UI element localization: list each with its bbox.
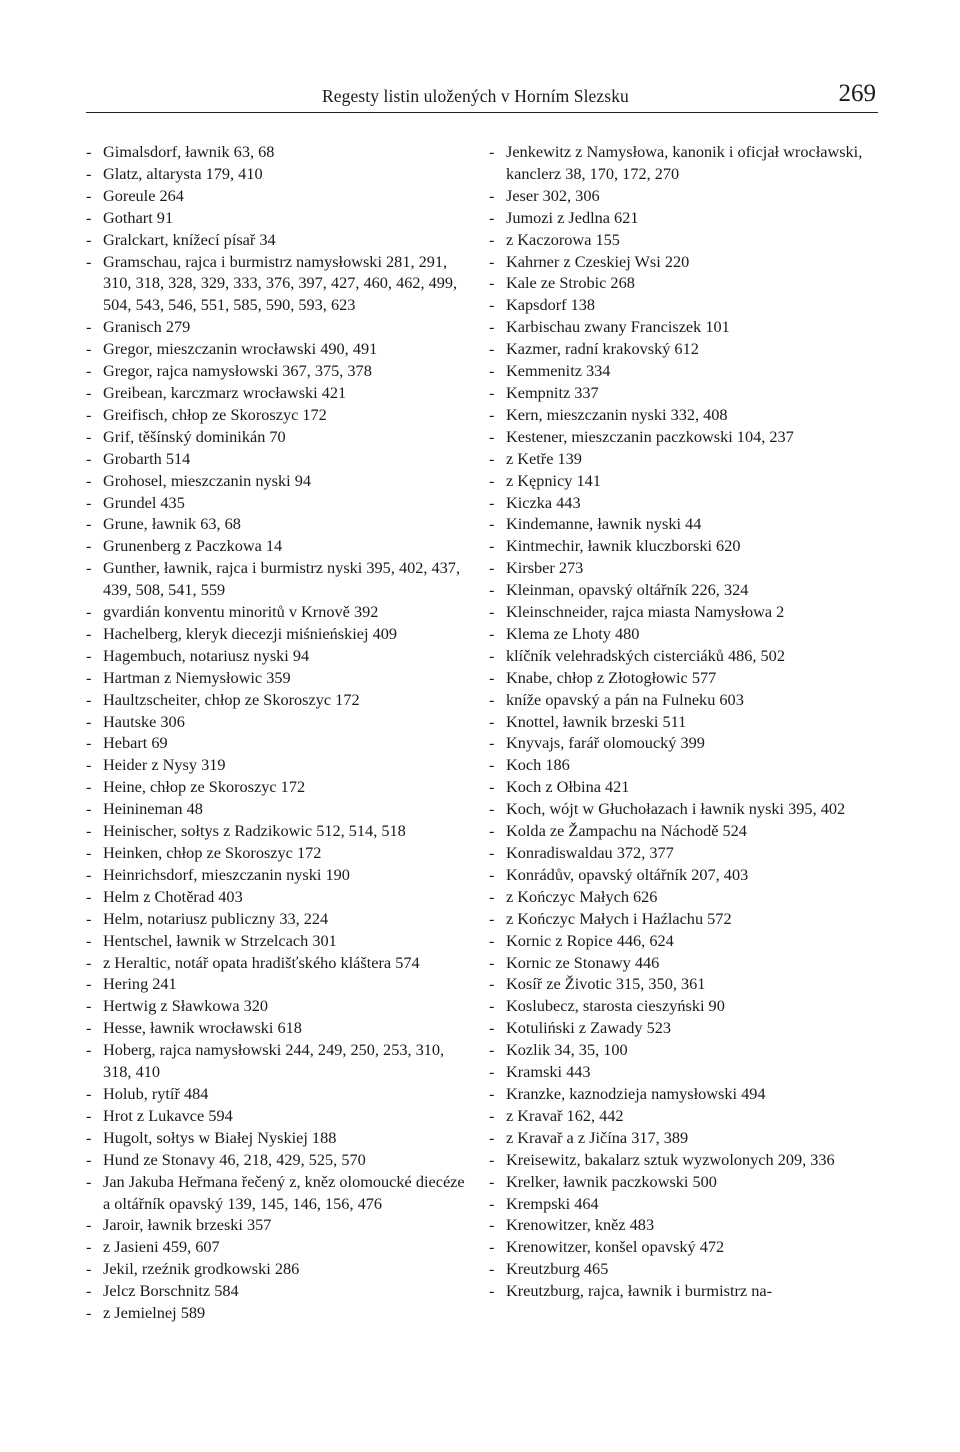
index-entry: - Kornic z Ropice 446, 624 <box>489 930 868 952</box>
index-entry: - Grunenberg z Paczkowa 14 <box>86 535 467 557</box>
index-entry: - Knabe, chłop z Złotogłowic 577 <box>489 667 868 689</box>
index-entry: - Kintmechir, ławnik kluczborski 620 <box>489 535 868 557</box>
index-entry: - Gothart 91 <box>86 207 467 229</box>
index-entry: - Kapsdorf 138 <box>489 294 868 316</box>
index-entry: - gvardián konventu minoritů v Krnově 392 <box>86 601 467 623</box>
index-entry: - Hachelberg, kleryk diecezji miśnieńskiej 409 <box>86 623 467 645</box>
index-entry: - Kirsber 273 <box>489 557 868 579</box>
index-entry: - Holub, rytíř 484 <box>86 1083 467 1105</box>
running-header <box>86 80 878 113</box>
index-entry: - Krempski 464 <box>489 1193 868 1215</box>
index-entry: - Knyvajs, farář olomoucký 399 <box>489 732 868 754</box>
index-entry: - Jan Jakuba Heřmana řečený z, kněz olomoucké diecéze a oltářník opavský 139, 145, 146, 156, 476 <box>86 1171 467 1215</box>
index-entry: - Kindemanne, ławnik nyski 44 <box>489 513 868 535</box>
index-entry: - Kreutzburg 465 <box>489 1258 868 1280</box>
index-entry: - Greibean, karczmarz wrocławski 421 <box>86 382 467 404</box>
index-entry: - Hoberg, rajca namysłowski 244, 249, 250, 253, 310, 318, 410 <box>86 1039 467 1083</box>
index-entry: - Jeser 302, 306 <box>489 185 868 207</box>
index-entry: - Hesse, ławnik wrocławski 618 <box>86 1017 467 1039</box>
index-entry: - Jelcz Borschnitz 584 <box>86 1280 467 1302</box>
index-entry: - Hrot z Lukavce 594 <box>86 1105 467 1127</box>
index-entry: - Kramski 443 <box>489 1061 868 1083</box>
index-entry: - Heider z Nysy 319 <box>86 754 467 776</box>
index-entry: - Grif, těšínský dominikán 70 <box>86 426 467 448</box>
page-number: 269 <box>838 80 876 107</box>
index-entry: - Granisch 279 <box>86 316 467 338</box>
index-entry: - Kreutzburg, rajca, ławnik i burmistrz na- <box>489 1280 868 1302</box>
index-entry: - z Heraltic, notář opata hradišťského kláštera 574 <box>86 952 467 974</box>
index-entry: - Hertwig z Sławkowa 320 <box>86 995 467 1017</box>
index-entry: - Hautske 306 <box>86 711 467 733</box>
index-entry: - Hentschel, ławnik w Strzelcach 301 <box>86 930 467 952</box>
index-entry: - Klema ze Lhoty 480 <box>489 623 868 645</box>
index-entry: - Knottel, ławnik brzeski 511 <box>489 711 868 733</box>
index-column-left <box>86 141 466 1324</box>
index-entry: - z Kępnicy 141 <box>489 470 868 492</box>
index-entry: - Kazmer, radní krakovský 612 <box>489 338 868 360</box>
index-entry: - Kiczka 443 <box>489 492 868 514</box>
index-entry: - z Kończyc Małych i Haźlachu 572 <box>489 908 868 930</box>
index-entry: - Kotuliński z Zawady 523 <box>489 1017 868 1039</box>
index-entry: - Koch, wójt w Głuchołazach i ławnik nyski 395, 402 <box>489 798 868 820</box>
index-entry: - Koslubecz, starosta cieszyński 90 <box>489 995 868 1017</box>
index-entry: - Jekil, rzeźnik grodkowski 286 <box>86 1258 467 1280</box>
index-entry: - Grundel 435 <box>86 492 467 514</box>
index-entry: - Kolda ze Žampachu na Náchodě 524 <box>489 820 868 842</box>
index-entry: - Kosíř ze Životic 315, 350, 361 <box>489 973 868 995</box>
index-entry: - Kern, mieszczanin nyski 332, 408 <box>489 404 868 426</box>
index-entry: - Gregor, rajca namysłowski 367, 375, 378 <box>86 360 467 382</box>
index-entry: - z Kaczorowa 155 <box>489 229 868 251</box>
index-entry: - z Jemielnej 589 <box>86 1302 467 1324</box>
index-entry: - z Jasieni 459, 607 <box>86 1236 467 1258</box>
index-entry: - Kranzke, kaznodzieja namysłowski 494 <box>489 1083 868 1105</box>
index-entry: - Koch z Ołbina 421 <box>489 776 868 798</box>
index-entry: - z Kończyc Małych 626 <box>489 886 868 908</box>
index-entry: - Kahrner z Czeskiej Wsi 220 <box>489 251 868 273</box>
index-entry: - Haultzscheiter, chłop ze Skoroszyc 172 <box>86 689 467 711</box>
index-entry: - Grune, ławnik 63, 68 <box>86 513 467 535</box>
index-entry: - Heinineman 48 <box>86 798 467 820</box>
index-entry: - Grobarth 514 <box>86 448 467 470</box>
running-title: Regesty listin uložených v Horním Slezsku <box>322 86 629 106</box>
index-entry: - Heine, chłop ze Skoroszyc 172 <box>86 776 467 798</box>
index-entry: - Krenowitzer, konšel opavský 472 <box>489 1236 868 1258</box>
index-entry: - Jenkewitz z Namysłowa, kanonik i oficjał wrocławski, kanclerz 38, 170, 172, 270 <box>489 141 868 185</box>
index-entry: - Hagembuch, notariusz nyski 94 <box>86 645 467 667</box>
index-entry: - Gimalsdorf, ławnik 63, 68 <box>86 141 467 163</box>
index-entry: - Gramschau, rajca i burmistrz namysłowski 281, 291, 310, 318, 328, 329, 333, 376, 397, 427, 460, 462, 499, 504, 543, 546, 551, 585, 590, 593, 623 <box>86 251 467 317</box>
index-entry: - Kreisewitz, bakalarz sztuk wyzwolonych 209, 336 <box>489 1149 868 1171</box>
index-entry: - Konradiswaldau 372, 377 <box>489 842 868 864</box>
index-column-right <box>489 141 869 1302</box>
index-entry: - Krenowitzer, kněz 483 <box>489 1214 868 1236</box>
index-entry: - Helm, notariusz publiczny 33, 224 <box>86 908 467 930</box>
index-entry: - z Kravař 162, 442 <box>489 1105 868 1127</box>
index-entry: - Hund ze Stonavy 46, 218, 429, 525, 570 <box>86 1149 467 1171</box>
index-entry: - Kempnitz 337 <box>489 382 868 404</box>
index-entry: - Helm z Chotěrad 403 <box>86 886 467 908</box>
index-entry: - Gregor, mieszczanin wrocławski 490, 491 <box>86 338 467 360</box>
index-entry: - Jumozi z Jedlna 621 <box>489 207 868 229</box>
index-entry: - Kale ze Strobic 268 <box>489 272 868 294</box>
index-entry: - Greifisch, chłop ze Skoroszyc 172 <box>86 404 467 426</box>
index-entry: - Gralckart, knížecí písař 34 <box>86 229 467 251</box>
index-entry: - Kornic ze Stonawy 446 <box>489 952 868 974</box>
index-entry: - Heinrichsdorf, mieszczanin nyski 190 <box>86 864 467 886</box>
index-entry: - Heinken, chłop ze Skoroszyc 172 <box>86 842 467 864</box>
index-entry: - Kozlik 34, 35, 100 <box>489 1039 868 1061</box>
index-entry: - Goreule 264 <box>86 185 467 207</box>
index-entry: - Glatz, altarysta 179, 410 <box>86 163 467 185</box>
index-entry: - Kemmenitz 334 <box>489 360 868 382</box>
index-entry: - Kleinschneider, rajca miasta Namysłowa 2 <box>489 601 868 623</box>
index-entry: - Grohosel, mieszczanin nyski 94 <box>86 470 467 492</box>
index-entry: - kníže opavský a pán na Fulneku 603 <box>489 689 868 711</box>
index-entry: - Heinischer, sołtys z Radzikowic 512, 514, 518 <box>86 820 467 842</box>
index-entry: - Karbischau zwany Franciszek 101 <box>489 316 868 338</box>
index-entry: - Hebart 69 <box>86 732 467 754</box>
index-entry: - Jaroir, ławnik brzeski 357 <box>86 1214 467 1236</box>
index-entry: - Krelker, ławnik paczkowski 500 <box>489 1171 868 1193</box>
index-entry: - z Ketře 139 <box>489 448 868 470</box>
index-entry: - Kleinman, opavský oltářník 226, 324 <box>489 579 868 601</box>
index-entry: - Kestener, mieszczanin paczkowski 104, 237 <box>489 426 868 448</box>
index-entry: - Hugolt, sołtys w Białej Nyskiej 188 <box>86 1127 467 1149</box>
index-entry: - Hering 241 <box>86 973 467 995</box>
index-entry: - Hartman z Niemysłowic 359 <box>86 667 467 689</box>
index-entry: - Koch 186 <box>489 754 868 776</box>
index-entry: - z Kravař a z Jičína 317, 389 <box>489 1127 868 1149</box>
index-entry: - Gunther, ławnik, rajca i burmistrz nyski 395, 402, 437, 439, 508, 541, 559 <box>86 557 467 601</box>
index-entry: - Konrádův, opavský oltářník 207, 403 <box>489 864 868 886</box>
index-entry: - klíčník velehradských cisterciáků 486, 502 <box>489 645 868 667</box>
